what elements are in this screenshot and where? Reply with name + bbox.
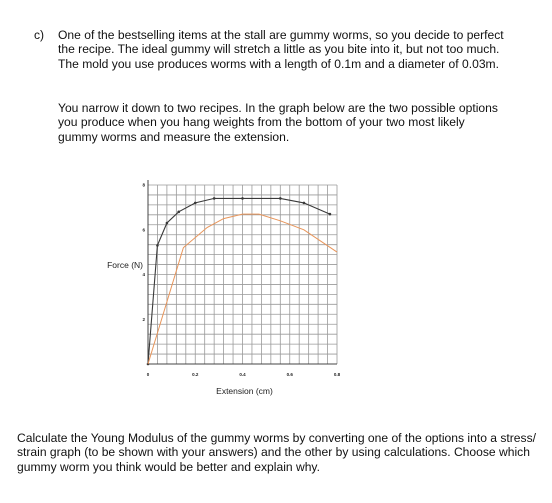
y-tick-label: 2 bbox=[142, 316, 145, 322]
x-axis-label: Extension (cm) bbox=[216, 386, 273, 396]
series-1-point bbox=[279, 197, 282, 200]
series-1-point bbox=[303, 202, 306, 205]
x-tick-label: 0.8 bbox=[333, 372, 341, 377]
question-label: c) bbox=[34, 28, 45, 42]
x-tick-label: 0.6 bbox=[286, 372, 293, 377]
question-context: You narrow it down to two recipes. In the graph below are the two possible options you produce when you hang weights from the bottom of your two most likely gummy worms and measure the extension. bbox=[58, 101, 498, 144]
series-1-point bbox=[241, 197, 244, 200]
x-tick-label: 0.4 bbox=[239, 372, 246, 377]
y-axis-label: Force (N) bbox=[107, 260, 143, 270]
series-1-point bbox=[329, 213, 332, 216]
series-1-point bbox=[166, 222, 169, 225]
series-1-point bbox=[194, 202, 197, 205]
x-tick-label: 0.2 bbox=[192, 372, 199, 377]
series-1-line bbox=[148, 198, 330, 364]
x-tick-label: 0 bbox=[146, 372, 150, 377]
y-tick-label: 8 bbox=[142, 182, 145, 188]
question-task: Calculate the Young Modulus of the gummy worms by converting one of the options into a stress/ strain graph (to be shown with your answers) and the other by using calculations. Choose which gummy worm you think would be better and explain why. bbox=[17, 431, 536, 474]
y-tick-label: 6 bbox=[142, 227, 145, 233]
question-intro-text: One of the bestselling items at the stall are gummy worms, so you decide to perfect the recipe. The ideal gummy will stretch a little as you bite into it, but not too much. The mold you use produces worms with a length of 0.1m and a diameter of 0.03m. bbox=[58, 28, 504, 71]
y-tick-label: 4 bbox=[142, 272, 145, 277]
series-1-point bbox=[156, 244, 159, 247]
series-1-point bbox=[177, 211, 180, 214]
series-1-point bbox=[213, 197, 216, 200]
